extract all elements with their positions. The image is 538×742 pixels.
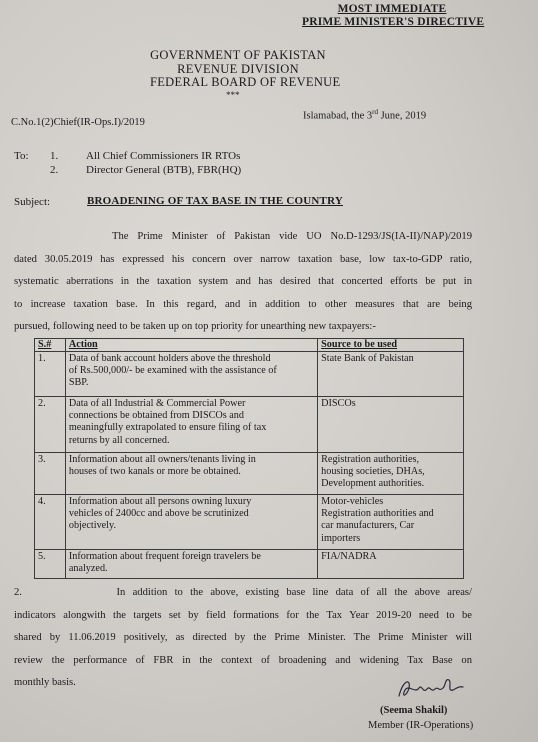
- board-name: FEDERAL BOARD OF REVENUE: [150, 75, 341, 89]
- paragraph-line: systematic aberrations in the taxation system and has desired that concerted efforts be put in: [14, 276, 472, 288]
- cell-action: [65, 495, 317, 550]
- paragraph-line: review the performance of FBR in the context of broadening and widening Tax Base on: [14, 654, 472, 666]
- cell-line: Data of all Industrial & Commercial Power: [68, 398, 246, 409]
- header-action: Action: [65, 339, 317, 352]
- subject-label: Subject:: [14, 196, 51, 208]
- table-row: [35, 550, 464, 579]
- cell-action: [65, 352, 317, 397]
- govt-name: GOVERNMENT OF PAKISTAN: [150, 48, 326, 62]
- cell-line: Registration authorities and: [321, 508, 434, 520]
- cell-source: [318, 352, 464, 397]
- table-row: [35, 397, 464, 453]
- cell-line: connections be obtained from DISCOs and: [68, 410, 244, 422]
- cell-source: [318, 397, 464, 453]
- directive-label: PRIME MINISTER'S DIRECTIVE: [302, 16, 485, 28]
- cell-line: importers: [321, 532, 361, 544]
- cell-line: Information about frequent foreign travelers be: [68, 551, 261, 562]
- cell-line: analyzed.: [68, 563, 108, 575]
- division-name: REVENUE DIVISION: [177, 61, 299, 76]
- paragraph-line: shared by 11.06.2019 positively, as directed by the Prime Minister. The Prime Minister will: [14, 632, 472, 644]
- cell-sn: 2.: [35, 397, 66, 453]
- recipient-number: 2.: [50, 164, 59, 176]
- letterhead: [150, 48, 341, 90]
- recipient-text: Director General (BTB), FBR(HQ): [86, 164, 242, 176]
- cell-action: [65, 397, 317, 453]
- cell-sn: 4.: [35, 495, 66, 550]
- table-row: [35, 453, 464, 495]
- cell-source: [318, 550, 464, 579]
- cell-line: returns by all concerned.: [68, 434, 170, 446]
- recipient-text: All Chief Commissioners IR RTOs: [86, 150, 241, 162]
- cell-source: [318, 495, 464, 550]
- cell-line: SBP.: [68, 377, 89, 389]
- cell-line: meaningfully extrapolated to ensure filing of tax: [68, 422, 267, 434]
- cell-line: objectively.: [68, 520, 116, 532]
- cell-sn: 1.: [35, 352, 66, 397]
- signature-mark: [395, 674, 467, 704]
- paragraph-line: 2. In addition to the above, existing base line data of all the above areas/: [14, 587, 472, 598]
- paragraph-line: dated 30.05.2019 has expressed his concern over narrow taxation base, low tax-to-GDP ratio,: [14, 253, 472, 265]
- signatory-title: Member (IR-Operations): [368, 720, 474, 731]
- cell-sn: 3.: [35, 453, 66, 495]
- cell-action: [65, 550, 317, 579]
- to-label: To:: [14, 150, 29, 162]
- cell-line: houses of two kanals or more be obtained.: [68, 466, 241, 478]
- recipient-number: 1.: [50, 150, 59, 162]
- action-table: [34, 338, 464, 579]
- paragraph-line: The Prime Minister of Pakistan vide UO No.D-1293/JS(IA-II)/NAP)/2019: [14, 231, 472, 242]
- cell-line: Motor-vehicles: [321, 496, 384, 507]
- paragraph-line: indicators alongwith the targets set by field formations for the Tax Year 2019-20 need to be: [14, 609, 472, 621]
- cell-line: of Rs.500,000/- be examined with the assistance of: [68, 365, 277, 377]
- cell-line: Registration authorities,: [321, 454, 420, 465]
- table-row: [35, 352, 464, 397]
- cell-source: [318, 453, 464, 495]
- table-header-row: [35, 339, 464, 352]
- cell-line: FIA/NADRA: [321, 551, 377, 562]
- cell-line: Development authorities.: [321, 478, 425, 490]
- paragraph-line: pursued, following need to be taken up on top priority for unearthing new taxpayers:-: [14, 321, 376, 333]
- table-row: [35, 495, 464, 550]
- cell-sn: 5.: [35, 550, 66, 579]
- header-sn: S.#: [35, 339, 66, 352]
- subject-text: BROADENING OF TAX BASE IN THE COUNTRY: [87, 195, 343, 207]
- cell-line: housing societies, DHAs,: [321, 466, 425, 478]
- letter-date: Islamabad, the 3rd June, 2019: [303, 108, 427, 122]
- header-source: Source to be used: [318, 339, 464, 352]
- cell-line: Information about all owners/tenants living in: [68, 454, 256, 465]
- paragraph-line: monthly basis.: [14, 677, 76, 689]
- cell-action: [65, 453, 317, 495]
- priority-header: [302, 3, 485, 29]
- cell-line: DISCOs: [321, 398, 356, 409]
- cell-line: car manufacturers, Car: [321, 520, 415, 532]
- priority-label: MOST IMMEDIATE: [337, 3, 447, 15]
- cell-line: vehicles of 2400cc and above be scrutinized: [68, 508, 249, 520]
- stars-divider: ***: [226, 90, 240, 100]
- cell-line: Information about all persons owning luxury: [68, 496, 252, 507]
- cell-line: Data of bank account holders above the threshold: [68, 353, 271, 364]
- reference-number: C.No.1(2)Chief(IR-Ops.I)/2019: [11, 117, 145, 128]
- cell-line: State Bank of Pakistan: [321, 353, 414, 364]
- paragraph-1: [14, 226, 472, 339]
- paragraph-line: to increase taxation base. In this regard, and in addition to other measures that are being: [14, 298, 472, 310]
- signatory-name: (Seema Shakil): [380, 705, 448, 716]
